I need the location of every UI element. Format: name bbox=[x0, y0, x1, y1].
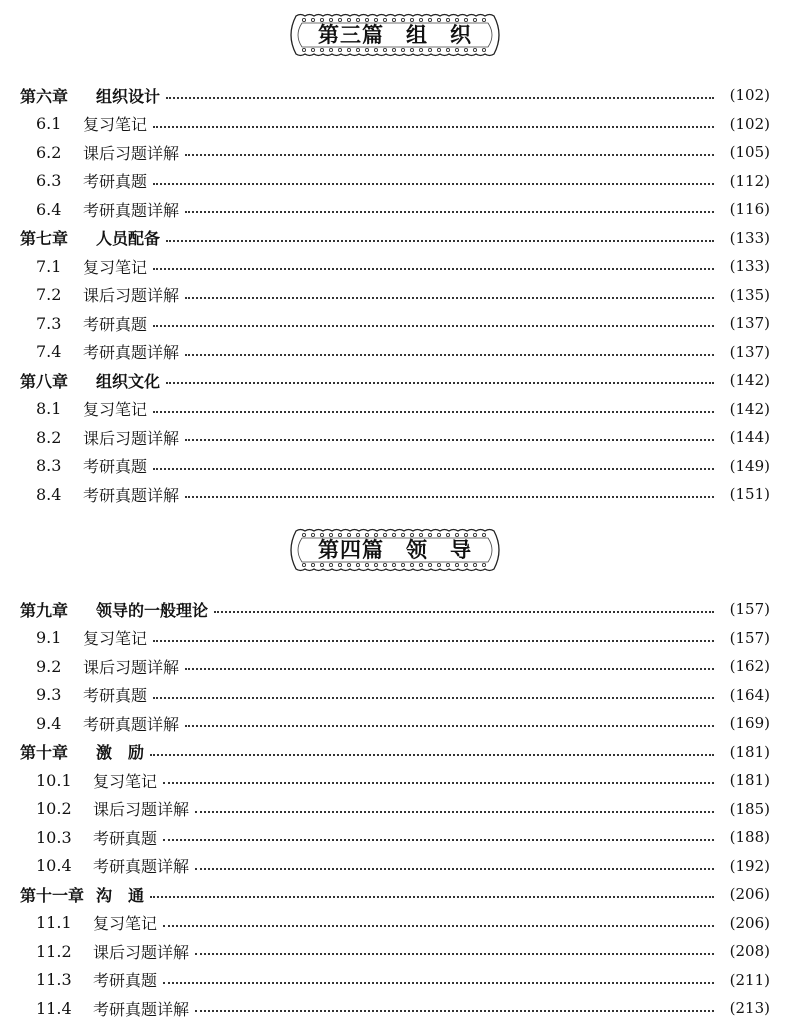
chapter-number: 第七章 bbox=[20, 229, 69, 249]
section-number: 6.1 bbox=[36, 114, 62, 134]
section-title: 考研真题 bbox=[83, 172, 148, 192]
toc-section-6-1[interactable] bbox=[0, 110, 790, 139]
section-number: 6.2 bbox=[36, 142, 62, 162]
toc-section-7-4[interactable] bbox=[0, 338, 790, 367]
chapter-number: 第十章 bbox=[20, 743, 69, 763]
part-banner-3 bbox=[286, 12, 504, 58]
section-number: 7.1 bbox=[36, 256, 62, 276]
section-title: 考研真题详解 bbox=[93, 999, 190, 1019]
toc-chapter-8[interactable] bbox=[0, 366, 790, 395]
dot-leader bbox=[163, 782, 714, 784]
page-number: (137) bbox=[729, 342, 770, 361]
toc-section-6-3[interactable] bbox=[0, 167, 790, 196]
section-title: 复习笔记 bbox=[93, 914, 158, 934]
dot-leader bbox=[153, 126, 714, 128]
section-number: 7.4 bbox=[36, 342, 62, 362]
toc-section-7-3[interactable] bbox=[0, 309, 790, 338]
page-number: (181) bbox=[729, 742, 770, 761]
part-3-contents bbox=[0, 81, 790, 509]
toc-section-11-2[interactable] bbox=[0, 937, 790, 966]
chapter-number: 第六章 bbox=[20, 86, 69, 106]
section-title: 考研真题 bbox=[83, 314, 148, 334]
section-title: 考研真题详解 bbox=[83, 485, 180, 505]
toc-section-10-4[interactable] bbox=[0, 852, 790, 881]
section-title: 考研真题 bbox=[83, 686, 148, 706]
chapter-title: 组织文化 bbox=[96, 371, 161, 391]
page-number: (142) bbox=[729, 399, 770, 418]
section-number: 7.2 bbox=[36, 285, 62, 305]
dot-leader bbox=[163, 839, 714, 841]
dot-leader bbox=[185, 354, 714, 356]
section-title: 复习笔记 bbox=[93, 771, 158, 791]
section-number: 8.2 bbox=[36, 427, 62, 447]
dot-leader bbox=[214, 611, 714, 613]
page-number: (188) bbox=[729, 828, 770, 847]
section-number: 6.4 bbox=[36, 199, 62, 219]
toc-section-9-1[interactable] bbox=[0, 624, 790, 653]
page-number: (137) bbox=[729, 314, 770, 333]
dot-leader bbox=[185, 211, 714, 213]
section-number: 10.3 bbox=[36, 827, 72, 847]
page-number: (142) bbox=[729, 371, 770, 390]
section-title: 考研真题 bbox=[93, 971, 158, 991]
toc-section-10-2[interactable] bbox=[0, 795, 790, 824]
section-title: 考研真题详解 bbox=[93, 857, 190, 877]
toc-section-8-4[interactable] bbox=[0, 480, 790, 509]
dot-leader bbox=[150, 896, 714, 898]
page-number: (133) bbox=[729, 228, 770, 247]
section-number: 8.1 bbox=[36, 399, 62, 419]
page-number: (162) bbox=[729, 657, 770, 676]
section-number: 10.4 bbox=[36, 856, 72, 876]
section-number: 8.4 bbox=[36, 484, 62, 504]
dot-leader bbox=[185, 725, 714, 727]
toc-section-6-4[interactable] bbox=[0, 195, 790, 224]
section-number: 9.4 bbox=[36, 713, 62, 733]
toc-chapter-9[interactable] bbox=[0, 595, 790, 624]
chapter-title: 人员配备 bbox=[96, 229, 161, 249]
toc-chapter-11[interactable] bbox=[0, 880, 790, 909]
section-title: 考研真题详解 bbox=[83, 343, 180, 363]
dot-leader bbox=[153, 325, 714, 327]
page-number: (157) bbox=[729, 628, 770, 647]
dot-leader bbox=[195, 811, 714, 813]
page-number: (208) bbox=[729, 942, 770, 961]
page-number: (105) bbox=[729, 143, 770, 162]
section-number: 9.2 bbox=[36, 656, 62, 676]
chapter-number: 第八章 bbox=[20, 371, 69, 391]
section-number: 9.3 bbox=[36, 685, 62, 705]
page-number: (169) bbox=[729, 714, 770, 733]
part-title: 第三篇 组 织 bbox=[318, 23, 472, 47]
page-number: (157) bbox=[729, 600, 770, 619]
section-number: 11.2 bbox=[36, 941, 72, 961]
dot-leader bbox=[185, 297, 714, 299]
page-number: (206) bbox=[729, 913, 770, 932]
chapter-number: 第十一章 bbox=[20, 885, 85, 905]
dot-leader bbox=[166, 382, 714, 384]
section-title: 课后习题详解 bbox=[83, 428, 180, 448]
section-title: 课后习题详解 bbox=[83, 657, 180, 677]
page-number: (112) bbox=[729, 171, 770, 190]
page-number: (206) bbox=[729, 885, 770, 904]
toc-section-8-3[interactable] bbox=[0, 452, 790, 481]
section-number: 8.3 bbox=[36, 456, 62, 476]
dot-leader bbox=[153, 640, 714, 642]
part-title: 第四篇 领 导 bbox=[318, 538, 472, 562]
toc-section-8-1[interactable] bbox=[0, 395, 790, 424]
dot-leader bbox=[163, 925, 714, 927]
section-title: 课后习题详解 bbox=[83, 143, 180, 163]
section-number: 10.2 bbox=[36, 799, 72, 819]
toc-section-10-3[interactable] bbox=[0, 823, 790, 852]
page-number: (164) bbox=[729, 685, 770, 704]
dot-leader bbox=[153, 411, 714, 413]
page-number: (135) bbox=[729, 285, 770, 304]
page-number: (102) bbox=[729, 86, 770, 105]
chapter-title: 激 励 bbox=[96, 743, 145, 763]
toc-section-6-2[interactable] bbox=[0, 138, 790, 167]
page-number: (211) bbox=[729, 970, 770, 989]
section-number: 7.3 bbox=[36, 313, 62, 333]
section-title: 课后习题详解 bbox=[83, 286, 180, 306]
toc-section-7-2[interactable] bbox=[0, 281, 790, 310]
toc-chapter-6[interactable] bbox=[0, 81, 790, 110]
toc-section-11-4[interactable] bbox=[0, 994, 790, 1023]
page-number: (192) bbox=[729, 856, 770, 875]
chapter-title: 沟 通 bbox=[96, 885, 145, 905]
section-title: 复习笔记 bbox=[83, 257, 148, 277]
dot-leader bbox=[163, 982, 714, 984]
section-number: 9.1 bbox=[36, 628, 62, 648]
chapter-title: 领导的一般理论 bbox=[96, 600, 209, 620]
dot-leader bbox=[153, 268, 714, 270]
page-number: (144) bbox=[729, 428, 770, 447]
page-number: (102) bbox=[729, 114, 770, 133]
toc-chapter-10[interactable] bbox=[0, 738, 790, 767]
toc-chapter-7[interactable] bbox=[0, 224, 790, 253]
section-number: 10.1 bbox=[36, 770, 72, 790]
dot-leader bbox=[153, 183, 714, 185]
section-title: 复习笔记 bbox=[83, 400, 148, 420]
dot-leader bbox=[185, 668, 714, 670]
page-number: (181) bbox=[729, 771, 770, 790]
toc-section-10-1[interactable] bbox=[0, 766, 790, 795]
page-number: (116) bbox=[729, 200, 770, 219]
page-number: (149) bbox=[729, 456, 770, 475]
section-title: 考研真题详解 bbox=[83, 200, 180, 220]
section-title: 考研真题 bbox=[93, 828, 158, 848]
chapter-number: 第九章 bbox=[20, 600, 69, 620]
dot-leader bbox=[166, 97, 714, 99]
section-title: 考研真题详解 bbox=[83, 714, 180, 734]
dot-leader bbox=[195, 1010, 714, 1012]
dot-leader bbox=[150, 754, 714, 756]
section-number: 11.1 bbox=[36, 913, 72, 933]
section-title: 复习笔记 bbox=[83, 629, 148, 649]
toc-section-11-1[interactable] bbox=[0, 909, 790, 938]
page-number: (185) bbox=[729, 799, 770, 818]
chapter-title: 组织设计 bbox=[96, 86, 161, 106]
section-title: 课后习题详解 bbox=[93, 942, 190, 962]
dot-leader bbox=[153, 697, 714, 699]
toc-section-8-2[interactable] bbox=[0, 423, 790, 452]
toc-section-11-3[interactable] bbox=[0, 966, 790, 995]
toc-section-9-3[interactable] bbox=[0, 681, 790, 710]
dot-leader bbox=[195, 953, 714, 955]
part-banner-4 bbox=[286, 527, 504, 573]
toc-section-9-2[interactable] bbox=[0, 652, 790, 681]
section-title: 课后习题详解 bbox=[93, 800, 190, 820]
section-title: 复习笔记 bbox=[83, 115, 148, 135]
toc-section-7-1[interactable] bbox=[0, 252, 790, 281]
section-number: 11.4 bbox=[36, 998, 72, 1018]
section-number: 11.3 bbox=[36, 970, 72, 990]
section-title: 考研真题 bbox=[83, 457, 148, 477]
page-number: (133) bbox=[729, 257, 770, 276]
dot-leader bbox=[195, 868, 714, 870]
dot-leader bbox=[185, 439, 714, 441]
dot-leader bbox=[166, 240, 714, 242]
page-number: (213) bbox=[729, 999, 770, 1018]
section-number: 6.3 bbox=[36, 171, 62, 191]
dot-leader bbox=[185, 496, 714, 498]
page-number: (151) bbox=[729, 485, 770, 504]
dot-leader bbox=[185, 154, 714, 156]
toc-section-9-4[interactable] bbox=[0, 709, 790, 738]
dot-leader bbox=[153, 468, 714, 470]
part-4-contents bbox=[0, 595, 790, 1023]
